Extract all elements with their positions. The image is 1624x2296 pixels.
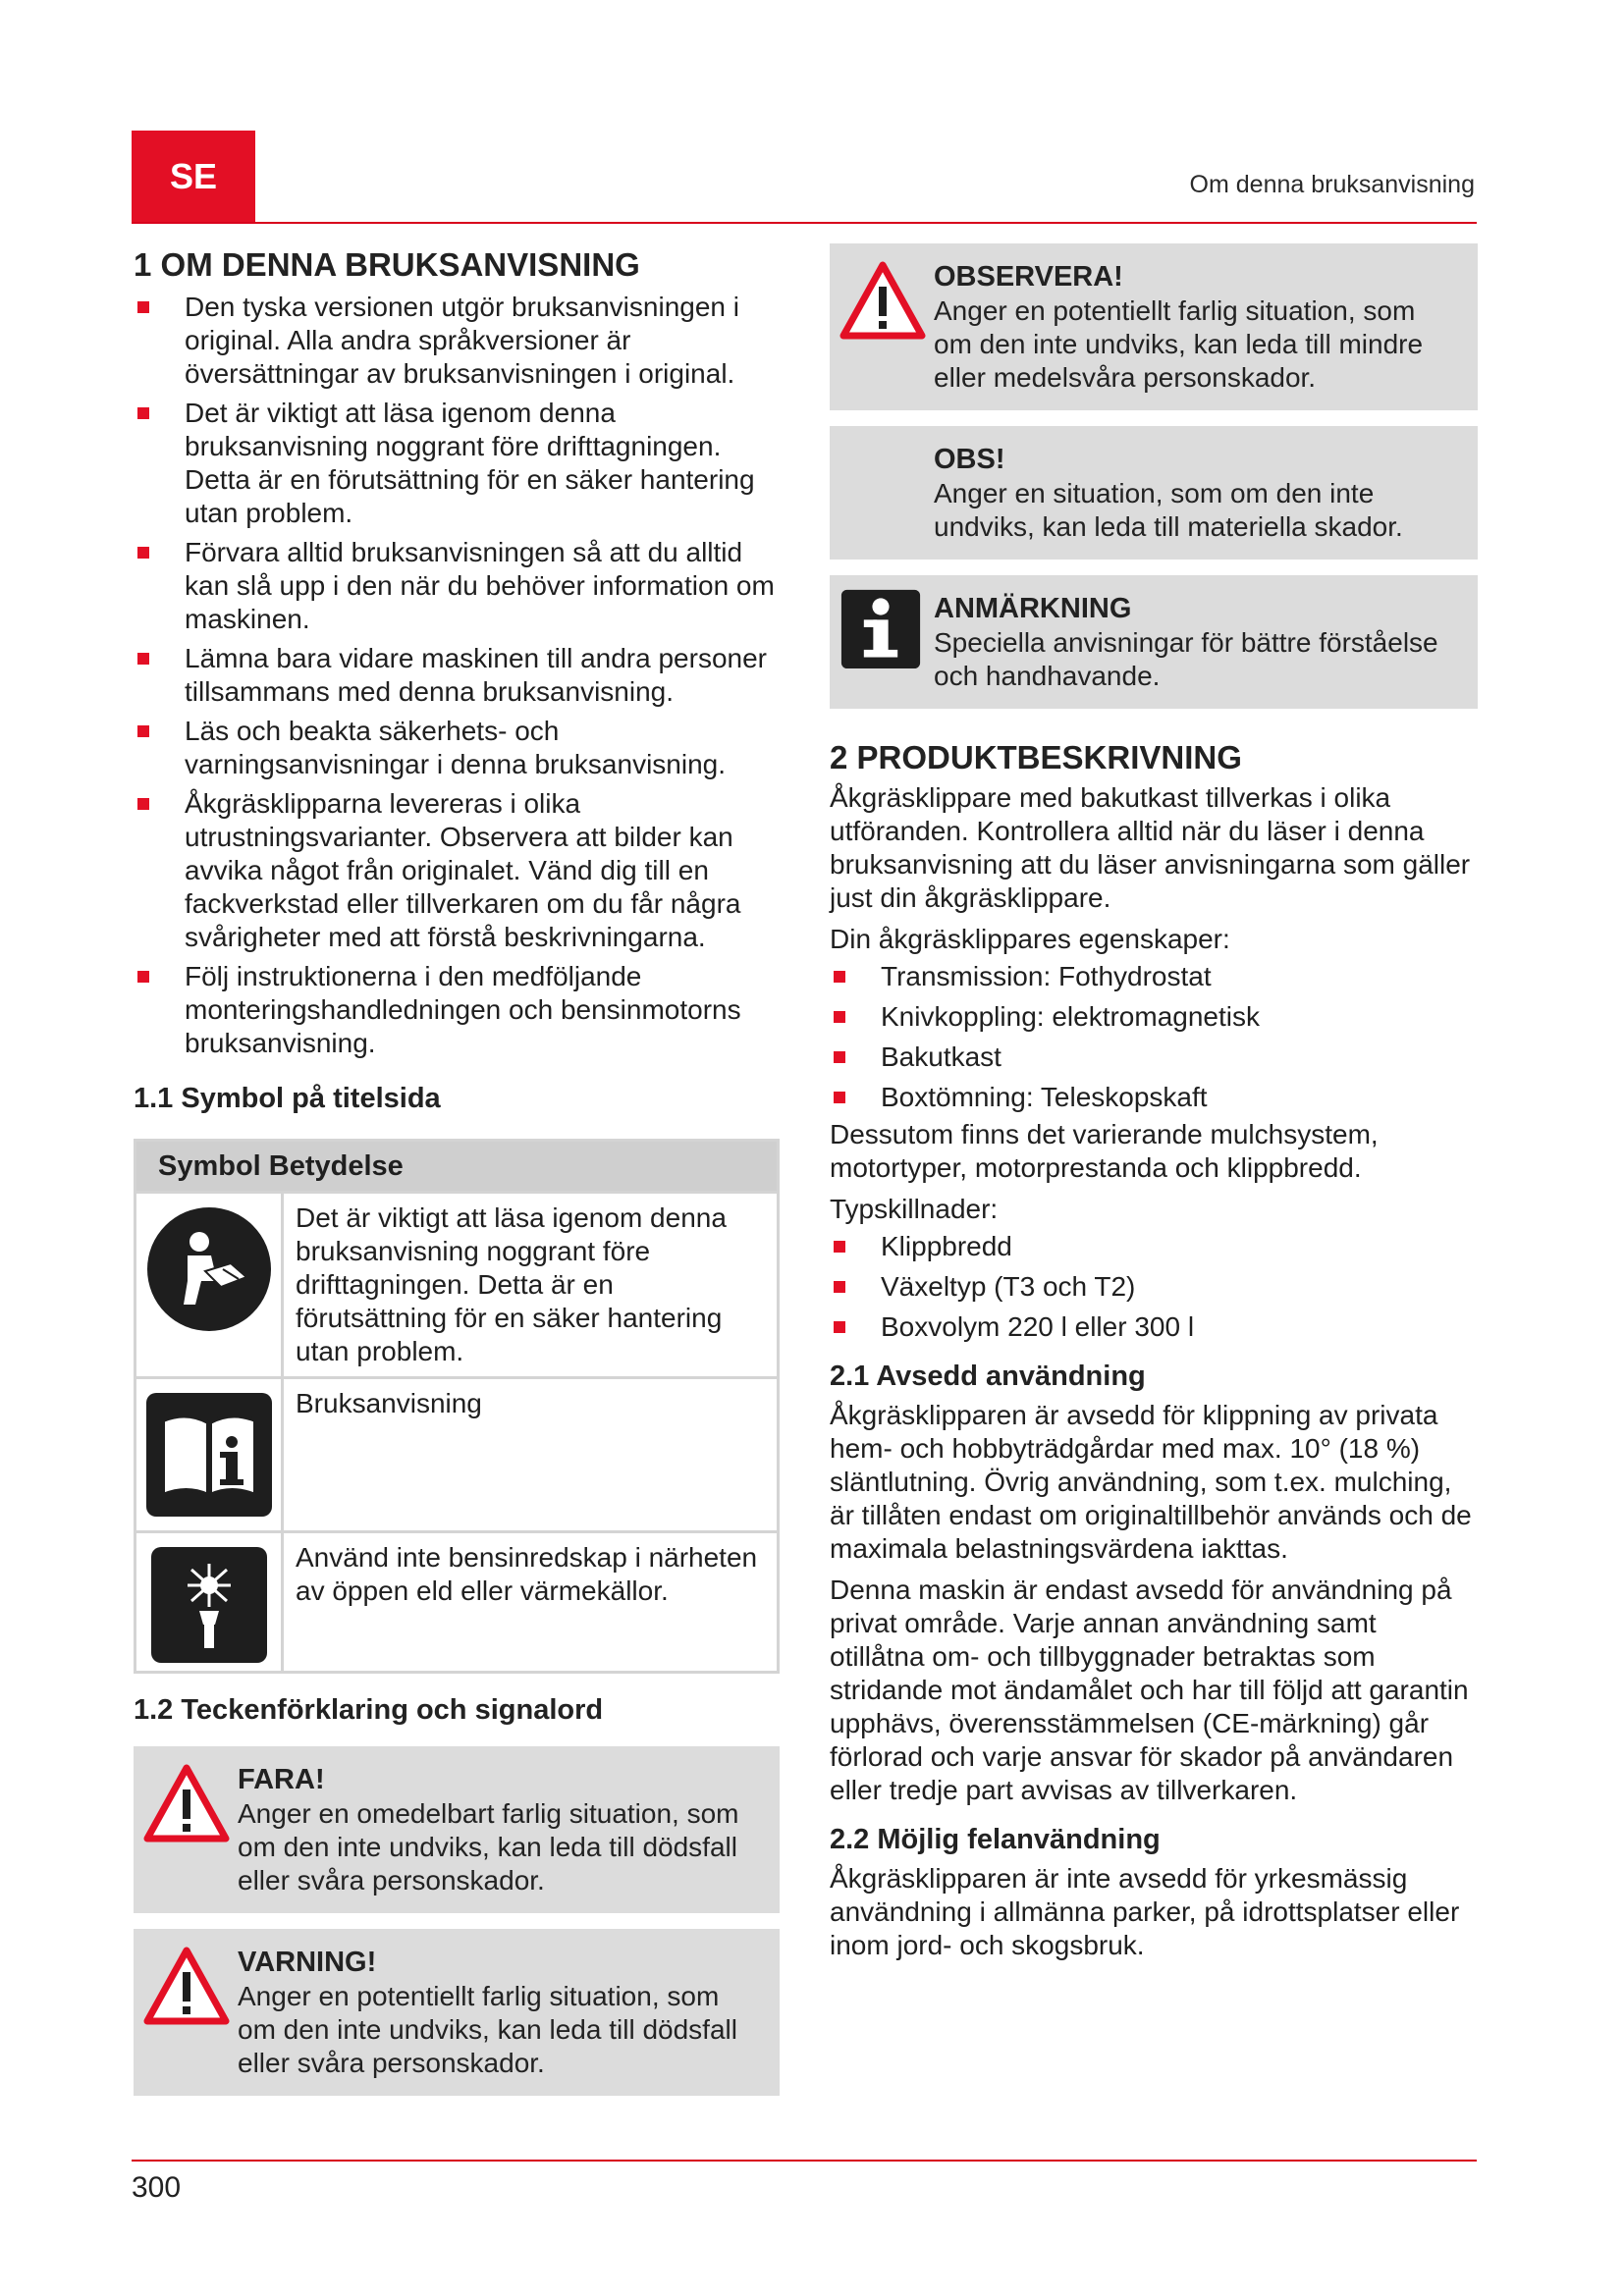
section-2-1-paragraph: Åkgräsklipparen är avsedd för klippning av privata hem- och hobbyträdgårdar med max. 10° (18 %) släntlutning. Övrig användning, som t.ex. mulching, är tillåten endast om originaltillbehör används och de maximala belastningsvärdena iakttas.	[830, 1400, 1472, 1564]
table-row	[136, 1530, 777, 1671]
list-item: Växeltyp (T3 och T2)	[830, 1270, 1478, 1304]
info-icon	[839, 583, 922, 671]
language-tab: SE	[132, 131, 255, 222]
section-1-2-title: 1.2 Teckenförklaring och signalord	[134, 1694, 604, 1726]
warning-triangle-icon	[143, 1762, 230, 1844]
notice-box	[830, 426, 1478, 560]
fire-hazard-icon	[151, 1547, 267, 1663]
list-item: Knivkoppling: elektromagnetisk	[830, 1000, 1478, 1034]
header-rule	[132, 222, 1477, 224]
section-2-2-paragraph: Åkgräsklipparen är inte avsedd för yrkesmässig användning i allmänna parker, på idrottsplatser eller inom jord- och skogsbruk.	[830, 1863, 1460, 1960]
section-2-1-title: 2.1 Avsedd användning	[830, 1361, 1146, 1392]
warning-box	[134, 1929, 780, 2096]
list-item: Bakutkast	[830, 1041, 1478, 1074]
bullet-icon	[834, 1321, 845, 1333]
bullet-icon	[834, 971, 845, 983]
symbol-description: Bruksanvisning	[296, 1388, 482, 1418]
bullet-icon	[834, 1092, 845, 1103]
box-title: FARA!	[238, 1764, 325, 1795]
list-item: Det är viktigt att läsa igenom denna bruksanvisning noggrant före drifttagningen. Detta är en förutsättning för en säker hantering utan problem.	[134, 397, 780, 530]
list-item: Boxvolym 220 l eller 300 l	[830, 1310, 1478, 1344]
section-2-1-paragraph: Denna maskin är endast avsedd för användning på privat område. Varje annan användning samt otillåtna om- och tillbyggnader betraktas som stridande mot ändamålet och har till följd att garantin upphävs, överensstämmelsen (CE-märkning) går förlorad och varje ansvar för skador på användaren eller tredje part avvisas av tillverkaren.	[830, 1575, 1469, 1805]
section-1-title: 1 OM DENNA BRUKSANVISNING	[134, 246, 640, 283]
note-box	[830, 575, 1478, 709]
list-item: Transmission: Fothydrostat	[830, 960, 1478, 993]
danger-box	[134, 1746, 780, 1913]
box-text: Anger en situation, som om den inte undviks, kan leda till materiella skador.	[934, 478, 1403, 542]
table-row	[136, 1191, 777, 1376]
running-header: Om denna bruksanvisning	[1189, 171, 1475, 198]
list-item: Den tyska versionen utgör bruksanvisningen i original. Alla andra språkversioner är översättningar av bruksanvisningen i original.	[134, 291, 780, 391]
symbol-description: Använd inte bensinredskap i närheten av öppen eld eller värmekällor.	[296, 1542, 758, 1606]
features-intro: Din åkgräsklippares egenskaper:	[830, 924, 1230, 954]
types-list	[830, 1230, 1478, 1344]
box-title: OBS!	[934, 444, 1005, 475]
warning-triangle-icon	[143, 1945, 230, 2027]
section-2-2-title: 2.2 Möjlig felanvändning	[830, 1824, 1161, 1855]
bullet-icon	[834, 1281, 845, 1293]
section-2-title: 2 PRODUKTBESKRIVNING	[830, 739, 1242, 775]
right-column	[830, 243, 1478, 1962]
list-item: Åkgräsklipparna levereras i olika utrustningsvarianter. Observera att bilder kan avvika något från originalet. Vänd dig till en fackverkstad eller tillverkaren om du får några svårigheter med att förstå beskrivningarna.	[134, 787, 780, 954]
section-2-more: Dessutom finns det varierande mulchsystem, motortyper, motorprestanda och klippbredd.	[830, 1119, 1379, 1183]
box-title: ANMÄRKNING	[934, 593, 1132, 624]
bullet-icon	[137, 547, 149, 559]
read-manual-icon	[147, 1207, 271, 1331]
types-intro: Typskillnader:	[830, 1194, 999, 1224]
section-2-intro: Åkgräsklippare med bakutkast tillverkas i olika utföranden. Kontrollera alltid när du läser i denna bruksanvisning att du läser anvisningarna som gäller just din åkgräsklippare.	[830, 782, 1471, 913]
warning-triangle-icon	[839, 259, 926, 342]
list-item: Förvara alltid bruksanvisningen så att du alltid kan slå upp i den när du behöver information om maskinen.	[134, 536, 780, 636]
symbol-description: Det är viktigt att läsa igenom denna bruksanvisning noggrant före drifttagningen. Detta är en förutsättning för en säker hantering utan problem.	[296, 1202, 727, 1366]
symbol-table	[134, 1139, 780, 1674]
box-title: OBSERVERA!	[934, 261, 1123, 293]
bullet-icon	[137, 798, 149, 810]
left-column	[134, 243, 780, 2096]
bullet-icon	[137, 653, 149, 665]
symbol-table-header: Symbol Betydelse	[136, 1142, 777, 1191]
table-row	[136, 1376, 777, 1530]
manual-info-icon	[146, 1393, 272, 1517]
list-item: Följ instruktionerna i den medföljande monteringshandledningen och bensinmotorns bruksanvisning.	[134, 960, 780, 1060]
box-text: Anger en potentiellt farlig situation, som om den inte undviks, kan leda till dödsfall eller svåra personskador.	[238, 1981, 737, 2078]
page-number: 300	[132, 2171, 182, 2204]
list-item: Läs och beakta säkerhets- och varningsanvisningar i denna bruksanvisning.	[134, 715, 780, 781]
caution-box	[830, 243, 1478, 410]
section-1-1-title: 1.1 Symbol på titelsida	[134, 1083, 441, 1114]
box-title: VARNING!	[238, 1947, 377, 1978]
bullet-icon	[834, 1241, 845, 1253]
bullet-icon	[834, 1011, 845, 1023]
bullet-icon	[834, 1051, 845, 1063]
bullet-icon	[137, 407, 149, 419]
list-item: Boxtömning: Teleskopskaft	[830, 1081, 1478, 1114]
bullet-icon	[137, 971, 149, 983]
footer-rule	[132, 2160, 1477, 2162]
list-item: Klippbredd	[830, 1230, 1478, 1263]
box-text: Anger en omedelbart farlig situation, som om den inte undviks, kan leda till dödsfall eller svåra personskador.	[238, 1798, 739, 1896]
bullet-icon	[137, 301, 149, 313]
box-text: Speciella anvisningar för bättre förståelse och handhavande.	[934, 627, 1438, 691]
features-list	[830, 960, 1478, 1114]
bullet-icon	[137, 725, 149, 737]
box-text: Anger en potentiellt farlig situation, som om den inte undviks, kan leda till mindre eller medelsvåra personskador.	[934, 295, 1424, 393]
section-1-list	[134, 291, 780, 1060]
list-item: Lämna bara vidare maskinen till andra personer tillsammans med denna bruksanvisning.	[134, 642, 780, 709]
